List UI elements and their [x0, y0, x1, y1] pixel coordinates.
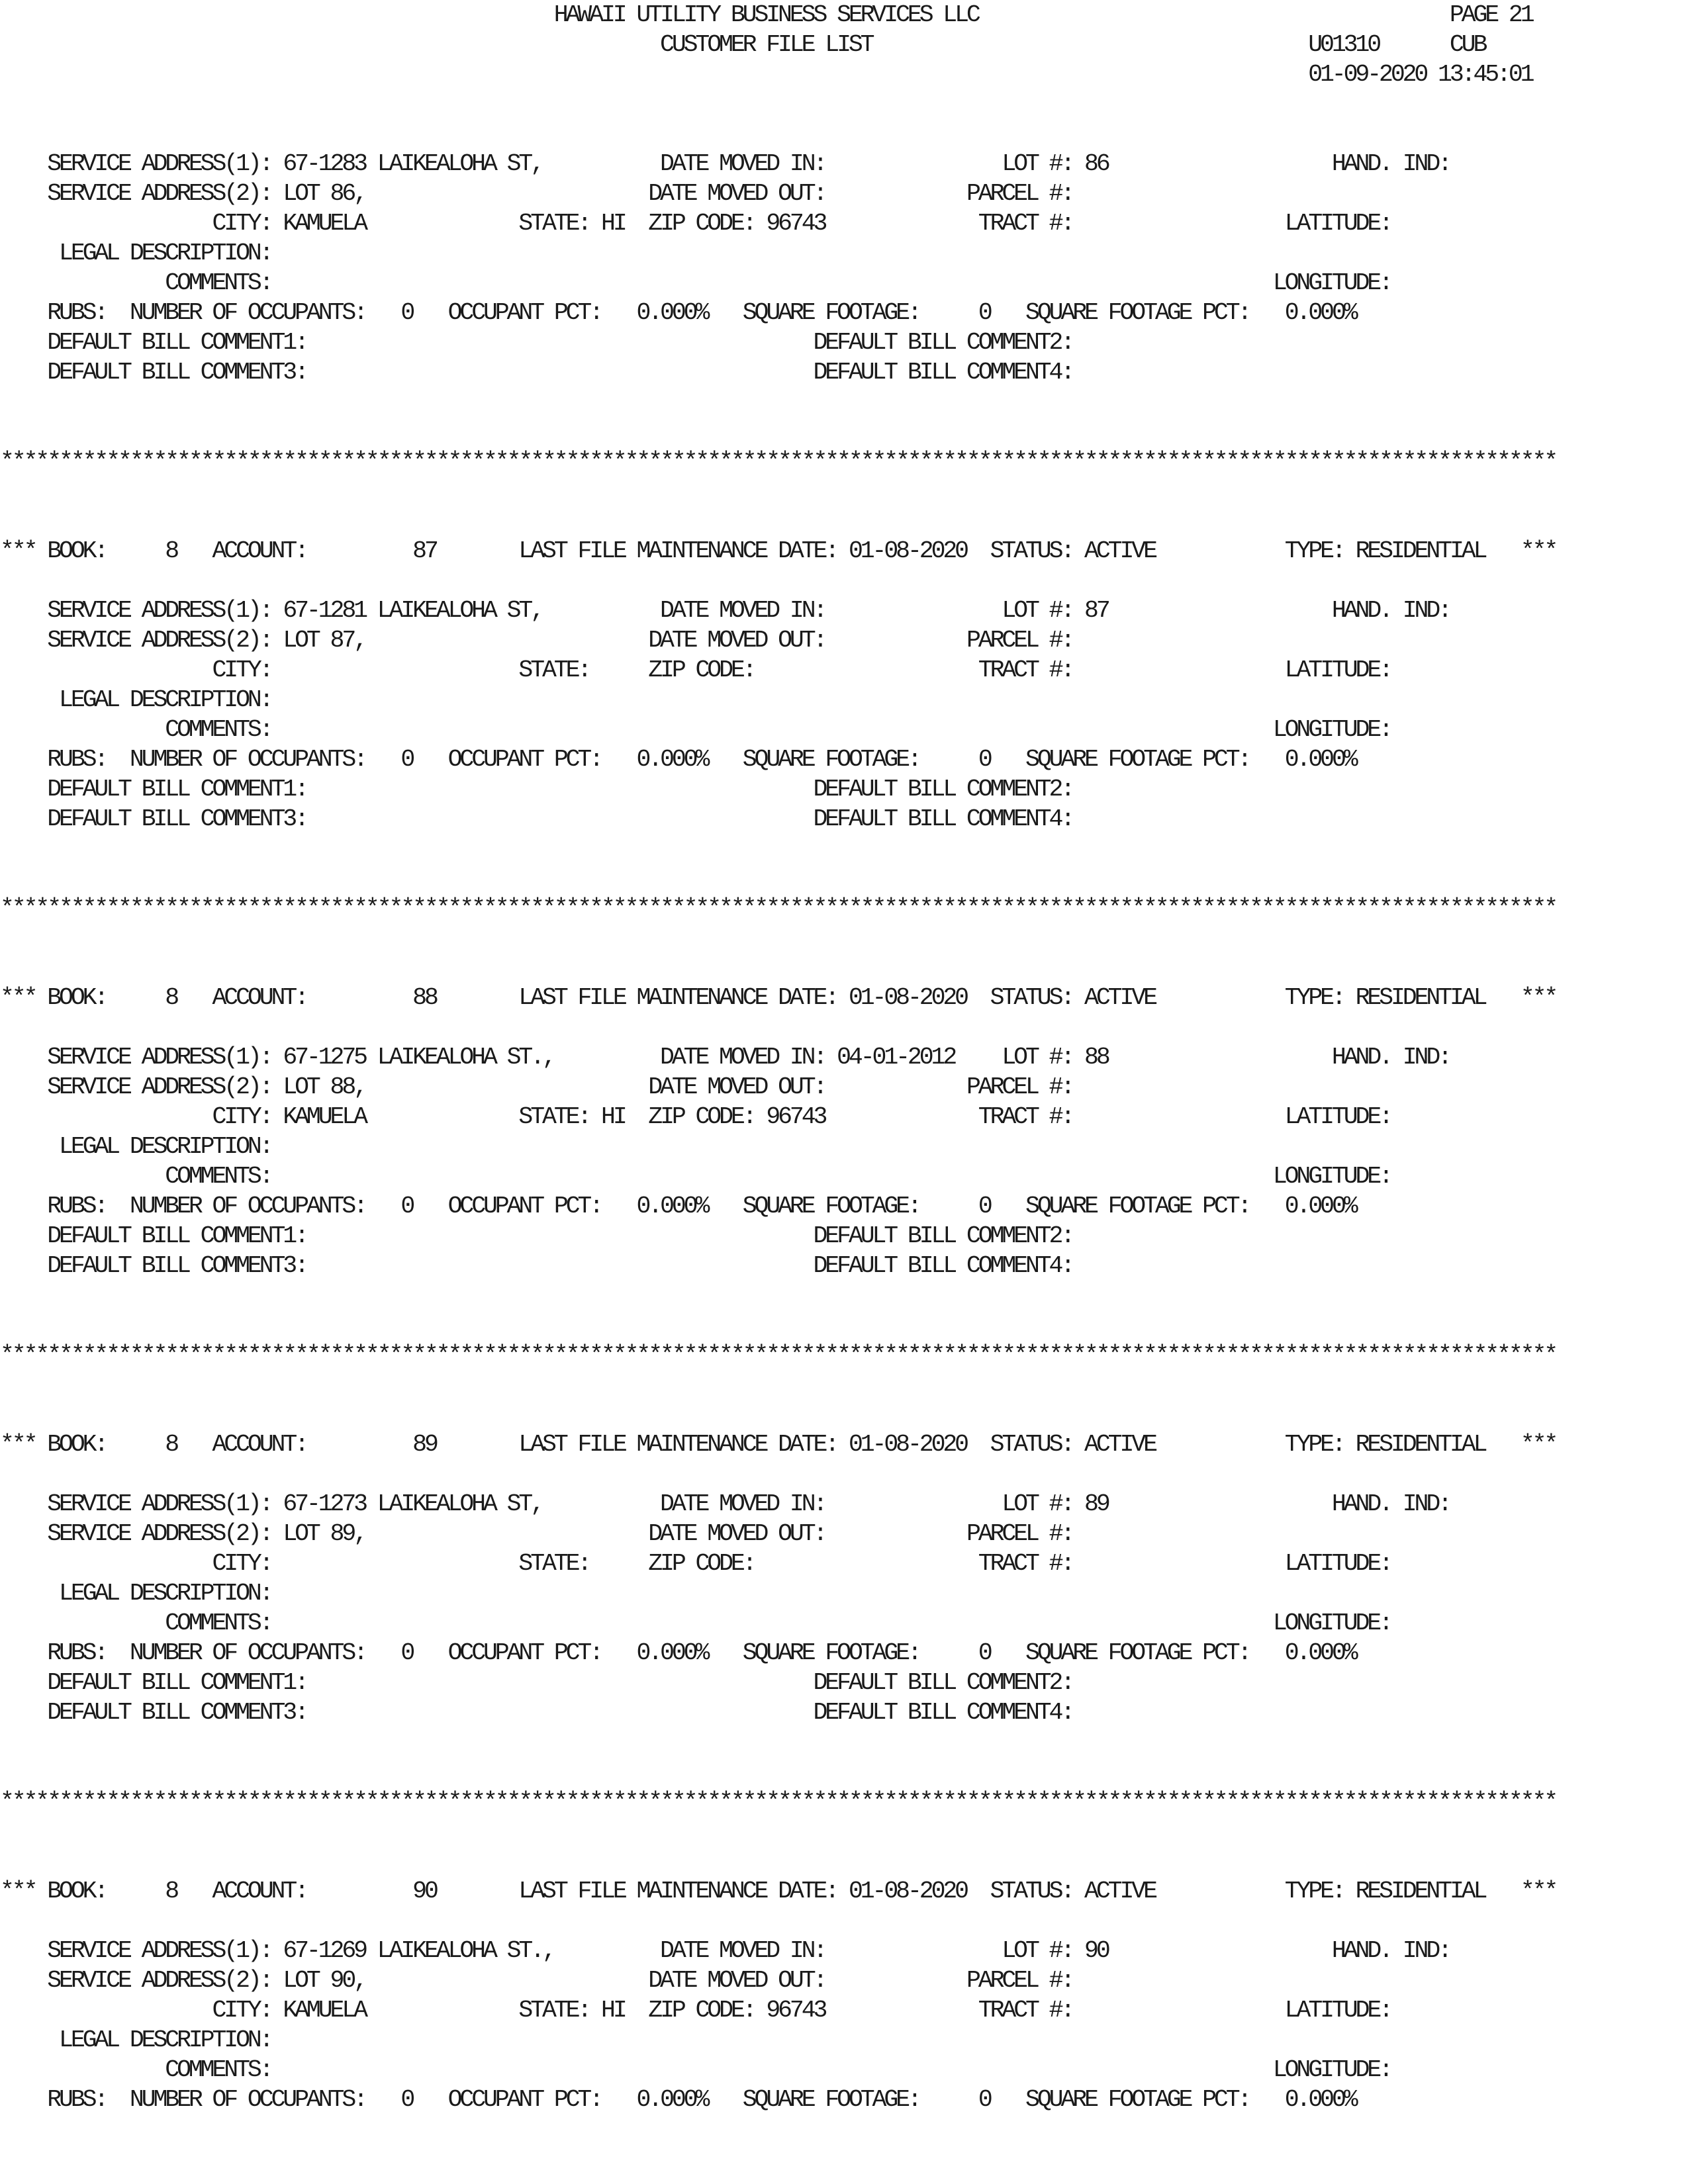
record-2-comments-line [0, 1161, 1688, 1191]
type-label: TYPE: [1284, 1431, 1344, 1458]
record-2-legal-description [0, 1132, 1688, 1161]
record-1-rubs-line [0, 745, 1688, 774]
default-bill-comment2-label: DEFAULT BILL COMMENT2: [813, 776, 1073, 803]
record-4-address-2 [0, 1966, 1688, 1995]
rubs-label: RUBS: [47, 1193, 107, 1220]
record-0-bill-comments-2 [0, 357, 1688, 387]
service-address-2-label: SERVICE ADDRESS(2): [47, 1967, 271, 1994]
square-footage-value: 0 [978, 746, 990, 773]
latitude-label: LATITUDE: [1284, 210, 1391, 237]
status-value: ACTIVE [1084, 1431, 1155, 1458]
separator-asterisks: ************************************************************************************************************************************ [0, 895, 1556, 922]
default-bill-comment2-label: DEFAULT BILL COMMENT2: [813, 329, 1073, 356]
status-value: ACTIVE [1084, 984, 1155, 1011]
longitude-label: LONGITUDE: [1272, 716, 1391, 743]
type-value: RESIDENTIAL [1355, 1878, 1485, 1905]
record-2-bill-comments-1 [0, 1221, 1688, 1251]
hand-ind-label: HAND. IND: [1331, 150, 1450, 177]
city-label: CITY: [212, 210, 271, 237]
square-footage-pct-value: 0.000% [1284, 299, 1356, 326]
record-0-legal-description [0, 238, 1688, 268]
occupant-pct-value: 0.000% [636, 299, 708, 326]
type-label: TYPE: [1284, 1878, 1344, 1905]
num-occupants-value: 0 [400, 1193, 413, 1220]
state-label: STATE: [518, 1550, 590, 1577]
num-occupants-value: 0 [400, 1639, 413, 1666]
record-0-address-2 [0, 179, 1688, 208]
type-label: TYPE: [1284, 984, 1344, 1011]
parcel-label: PARCEL #: [966, 1520, 1073, 1547]
parcel-label: PARCEL #: [966, 1967, 1073, 1994]
default-bill-comment3-label: DEFAULT BILL COMMENT3: [47, 805, 306, 833]
date-moved-in-label: DATE MOVED IN: [660, 150, 825, 177]
num-occupants-label: NUMBER OF OCCUPANTS: [129, 1639, 365, 1666]
city-value: KAMUELA [283, 210, 365, 237]
record-3-address-2 [0, 1519, 1688, 1549]
square-footage-label: SQUARE FOOTAGE: [742, 2086, 919, 2113]
record-3-rubs-line [0, 1638, 1688, 1668]
record-0-address-1 [0, 149, 1688, 179]
record-3-address-1 [0, 1489, 1688, 1519]
record-0-comments-line [0, 268, 1688, 298]
square-footage-pct-label: SQUARE FOOTAGE PCT: [1025, 299, 1250, 326]
record-3-bill-comments-1 [0, 1668, 1688, 1698]
date-moved-in-value: 04-01-2012 [837, 1044, 955, 1071]
last-maint-value: 01-08-2020 [848, 984, 966, 1011]
account-value: 87 [412, 537, 436, 565]
latitude-label: LATITUDE: [1284, 1103, 1391, 1130]
zip-label: ZIP CODE: [648, 1997, 755, 2024]
latitude-label: LATITUDE: [1284, 1997, 1391, 2024]
book-value: 8 [165, 1878, 177, 1905]
state-value: HI [601, 1997, 625, 2024]
record-2-bill-comments-2 [0, 1251, 1688, 1281]
header-end-marker: *** [1520, 1878, 1556, 1905]
lot-label: LOT #: [1002, 1490, 1073, 1518]
occupant-pct-label: OCCUPANT PCT: [447, 1639, 602, 1666]
record-2-header [0, 983, 1688, 1013]
default-bill-comment2-label: DEFAULT BILL COMMENT2: [813, 1222, 1073, 1250]
state-label: STATE: [518, 1997, 590, 2024]
book-label: *** BOOK: [0, 984, 107, 1011]
legal-description-label: LEGAL DESCRIPTION: [59, 2026, 271, 2054]
square-footage-label: SQUARE FOOTAGE: [742, 746, 919, 773]
occupant-pct-label: OCCUPANT PCT: [447, 746, 602, 773]
occupant-pct-value: 0.000% [636, 1193, 708, 1220]
service-address-2-value: LOT 89, [283, 1520, 365, 1547]
square-footage-pct-value: 0.000% [1284, 2086, 1356, 2113]
book-label: *** BOOK: [0, 1431, 107, 1458]
city-value: KAMUELA [283, 1997, 365, 2024]
service-address-1-label: SERVICE ADDRESS(1): [47, 1490, 271, 1518]
service-address-1-label: SERVICE ADDRESS(1): [47, 1937, 271, 1964]
last-maint-value: 01-08-2020 [848, 1878, 966, 1905]
rubs-label: RUBS: [47, 2086, 107, 2113]
longitude-label: LONGITUDE: [1272, 1610, 1391, 1637]
default-bill-comment4-label: DEFAULT BILL COMMENT4: [813, 805, 1073, 833]
record-1-address-1 [0, 596, 1688, 625]
header-end-marker: *** [1520, 984, 1556, 1011]
city-value: KAMUELA [283, 1103, 365, 1130]
date-moved-in-label: DATE MOVED IN: [660, 1490, 825, 1518]
system-code: CUB [1449, 31, 1485, 58]
record-1-city-line [0, 655, 1688, 685]
square-footage-label: SQUARE FOOTAGE: [742, 1193, 919, 1220]
state-label: STATE: [518, 1103, 590, 1130]
report-title: CUSTOMER FILE LIST [660, 31, 872, 58]
lot-label: LOT #: [1002, 1044, 1073, 1071]
city-label: CITY: [212, 1550, 271, 1577]
book-label: *** BOOK: [0, 1878, 107, 1905]
hand-ind-label: HAND. IND: [1331, 1490, 1450, 1518]
record-2-address-1 [0, 1042, 1688, 1072]
city-label: CITY: [212, 657, 271, 684]
service-address-1-value: 67-1275 LAIKEALOHA ST., [283, 1044, 554, 1071]
default-bill-comment3-label: DEFAULT BILL COMMENT3: [47, 1699, 306, 1726]
status-value: ACTIVE [1084, 1878, 1155, 1905]
record-4-comments-line [0, 2055, 1688, 2085]
default-bill-comment1-label: DEFAULT BILL COMMENT1: [47, 1669, 306, 1696]
service-address-2-value: LOT 87, [283, 627, 365, 654]
report-header-line-1 [0, 0, 1688, 30]
tract-label: TRACT #: [978, 657, 1073, 684]
comments-label: COMMENTS: [165, 2056, 271, 2083]
lot-label: LOT #: [1002, 1937, 1073, 1964]
last-maint-value: 01-08-2020 [848, 1431, 966, 1458]
square-footage-value: 0 [978, 1639, 990, 1666]
lot-value: 89 [1084, 1490, 1108, 1518]
legal-description-label: LEGAL DESCRIPTION: [59, 240, 271, 267]
status-label: STATUS: [990, 984, 1073, 1011]
record-1-legal-description [0, 685, 1688, 715]
comments-label: COMMENTS: [165, 269, 271, 296]
record-2-city-line [0, 1102, 1688, 1132]
status-label: STATUS: [990, 537, 1073, 565]
account-value: 89 [412, 1431, 436, 1458]
record-0-rubs-line [0, 298, 1688, 328]
square-footage-pct-value: 0.000% [1284, 1639, 1356, 1666]
square-footage-pct-label: SQUARE FOOTAGE PCT: [1025, 746, 1250, 773]
occupant-pct-value: 0.000% [636, 1639, 708, 1666]
num-occupants-label: NUMBER OF OCCUPANTS: [129, 746, 365, 773]
service-address-2-label: SERVICE ADDRESS(2): [47, 1520, 271, 1547]
rubs-label: RUBS: [47, 746, 107, 773]
state-value: HI [601, 1103, 625, 1130]
header-end-marker: *** [1520, 1431, 1556, 1458]
square-footage-pct-label: SQUARE FOOTAGE PCT: [1025, 2086, 1250, 2113]
longitude-label: LONGITUDE: [1272, 1163, 1391, 1190]
status-value: ACTIVE [1084, 537, 1155, 565]
service-address-2-value: LOT 88, [283, 1073, 365, 1101]
lot-label: LOT #: [1002, 150, 1073, 177]
type-value: RESIDENTIAL [1355, 1431, 1485, 1458]
hand-ind-label: HAND. IND: [1331, 1044, 1450, 1071]
record-3-comments-line [0, 1608, 1688, 1638]
lot-value: 88 [1084, 1044, 1108, 1071]
longitude-label: LONGITUDE: [1272, 2056, 1391, 2083]
default-bill-comment3-label: DEFAULT BILL COMMENT3: [47, 1252, 306, 1279]
state-label: STATE: [518, 210, 590, 237]
last-maint-label: LAST FILE MAINTENANCE DATE: [518, 1431, 837, 1458]
record-1-bill-comments-1 [0, 774, 1688, 804]
lot-value: 87 [1084, 597, 1108, 624]
parcel-label: PARCEL #: [966, 180, 1073, 207]
zip-label: ZIP CODE: [648, 1103, 755, 1130]
account-label: ACCOUNT: [212, 1878, 306, 1905]
program-id: U01310 [1308, 31, 1380, 58]
zip-value: 96743 [766, 1997, 825, 2024]
default-bill-comment4-label: DEFAULT BILL COMMENT4: [813, 1699, 1073, 1726]
default-bill-comment3-label: DEFAULT BILL COMMENT3: [47, 359, 306, 386]
tract-label: TRACT #: [978, 210, 1073, 237]
state-label: STATE: [518, 657, 590, 684]
service-address-2-label: SERVICE ADDRESS(2): [47, 627, 271, 654]
date-moved-out-label: DATE MOVED OUT: [648, 1073, 825, 1101]
page-number: PAGE 21 [1449, 1, 1532, 28]
square-footage-value: 0 [978, 1193, 990, 1220]
hand-ind-label: HAND. IND: [1331, 597, 1450, 624]
date-moved-in-label: DATE MOVED IN: [660, 597, 825, 624]
book-value: 8 [165, 537, 177, 565]
record-separator [0, 447, 1688, 477]
record-1-bill-comments-2 [0, 804, 1688, 834]
num-occupants-value: 0 [400, 2086, 413, 2113]
occupant-pct-label: OCCUPANT PCT: [447, 299, 602, 326]
account-label: ACCOUNT: [212, 984, 306, 1011]
service-address-1-label: SERVICE ADDRESS(1): [47, 1044, 271, 1071]
date-moved-in-label: DATE MOVED IN: [660, 1937, 825, 1964]
occupant-pct-value: 0.000% [636, 746, 708, 773]
account-value: 88 [412, 984, 436, 1011]
service-address-1-value: 67-1281 LAIKEALOHA ST, [283, 597, 542, 624]
rubs-label: RUBS: [47, 299, 107, 326]
record-3-header [0, 1430, 1688, 1459]
square-footage-label: SQUARE FOOTAGE: [742, 299, 919, 326]
service-address-1-value: 67-1273 LAIKEALOHA ST, [283, 1490, 542, 1518]
record-4-address-1 [0, 1936, 1688, 1966]
state-value: HI [601, 210, 625, 237]
book-value: 8 [165, 1431, 177, 1458]
record-separator [0, 1340, 1688, 1370]
record-1-header [0, 536, 1688, 566]
tract-label: TRACT #: [978, 1997, 1073, 2024]
default-bill-comment2-label: DEFAULT BILL COMMENT2: [813, 1669, 1073, 1696]
record-3-city-line [0, 1549, 1688, 1578]
account-label: ACCOUNT: [212, 537, 306, 565]
square-footage-pct-label: SQUARE FOOTAGE PCT: [1025, 1193, 1250, 1220]
service-address-1-value: 67-1269 LAIKEALOHA ST., [283, 1937, 554, 1964]
record-4-header [0, 1876, 1688, 1906]
rubs-label: RUBS: [47, 1639, 107, 1666]
zip-label: ZIP CODE: [648, 210, 755, 237]
comments-label: COMMENTS: [165, 1610, 271, 1637]
record-separator [0, 1787, 1688, 1817]
status-label: STATUS: [990, 1878, 1073, 1905]
zip-value: 96743 [766, 1103, 825, 1130]
num-occupants-value: 0 [400, 746, 413, 773]
service-address-2-value: LOT 86, [283, 180, 365, 207]
separator-asterisks: ************************************************************************************************************************************ [0, 448, 1556, 475]
comments-label: COMMENTS: [165, 716, 271, 743]
zip-label: ZIP CODE: [648, 657, 755, 684]
city-label: CITY: [212, 1103, 271, 1130]
zip-label: ZIP CODE: [648, 1550, 755, 1577]
zip-value: 96743 [766, 210, 825, 237]
record-0-city-line [0, 208, 1688, 238]
record-4-city-line [0, 1995, 1688, 2025]
lot-value: 90 [1084, 1937, 1108, 1964]
report-header-line-3 [0, 60, 1688, 89]
num-occupants-label: NUMBER OF OCCUPANTS: [129, 299, 365, 326]
type-value: RESIDENTIAL [1355, 537, 1485, 565]
date-moved-out-label: DATE MOVED OUT: [648, 1967, 825, 1994]
company-name: HAWAII UTILITY BUSINESS SERVICES LLC [553, 1, 978, 28]
record-separator [0, 893, 1688, 923]
square-footage-pct-label: SQUARE FOOTAGE PCT: [1025, 1639, 1250, 1666]
hand-ind-label: HAND. IND: [1331, 1937, 1450, 1964]
separator-asterisks: ************************************************************************************************************************************ [0, 1788, 1556, 1815]
book-label: *** BOOK: [0, 537, 107, 565]
lot-value: 86 [1084, 150, 1108, 177]
parcel-label: PARCEL #: [966, 1073, 1073, 1101]
legal-description-label: LEGAL DESCRIPTION: [59, 1133, 271, 1160]
num-occupants-label: NUMBER OF OCCUPANTS: [129, 2086, 365, 2113]
service-address-1-value: 67-1283 LAIKEALOHA ST, [283, 150, 542, 177]
service-address-2-value: LOT 90, [283, 1967, 365, 1994]
square-footage-value: 0 [978, 299, 990, 326]
longitude-label: LONGITUDE: [1272, 269, 1391, 296]
record-1-address-2 [0, 625, 1688, 655]
service-address-1-label: SERVICE ADDRESS(1): [47, 597, 271, 624]
date-moved-out-label: DATE MOVED OUT: [648, 1520, 825, 1547]
last-maint-value: 01-08-2020 [848, 537, 966, 565]
square-footage-pct-value: 0.000% [1284, 1193, 1356, 1220]
city-label: CITY: [212, 1997, 271, 2024]
account-value: 90 [412, 1878, 436, 1905]
header-end-marker: *** [1520, 537, 1556, 565]
comments-label: COMMENTS: [165, 1163, 271, 1190]
tract-label: TRACT #: [978, 1550, 1073, 1577]
record-4-rubs-line [0, 2085, 1688, 2115]
date-moved-out-label: DATE MOVED OUT: [648, 180, 825, 207]
tract-label: TRACT #: [978, 1103, 1073, 1130]
separator-asterisks: ************************************************************************************************************************************ [0, 1342, 1556, 1369]
legal-description-label: LEGAL DESCRIPTION: [59, 1580, 271, 1607]
default-bill-comment1-label: DEFAULT BILL COMMENT1: [47, 776, 306, 803]
type-value: RESIDENTIAL [1355, 984, 1485, 1011]
account-label: ACCOUNT: [212, 1431, 306, 1458]
square-footage-value: 0 [978, 2086, 990, 2113]
legal-description-label: LEGAL DESCRIPTION: [59, 686, 271, 713]
last-maint-label: LAST FILE MAINTENANCE DATE: [518, 1878, 837, 1905]
num-occupants-label: NUMBER OF OCCUPANTS: [129, 1193, 365, 1220]
service-address-2-label: SERVICE ADDRESS(2): [47, 180, 271, 207]
record-2-rubs-line [0, 1191, 1688, 1221]
square-footage-label: SQUARE FOOTAGE: [742, 1639, 919, 1666]
record-0-bill-comments-1 [0, 328, 1688, 357]
default-bill-comment4-label: DEFAULT BILL COMMENT4: [813, 1252, 1073, 1279]
default-bill-comment1-label: DEFAULT BILL COMMENT1: [47, 329, 306, 356]
occupant-pct-value: 0.000% [636, 2086, 708, 2113]
run-datetime: 01-09-2020 13:45:01 [1308, 61, 1532, 88]
default-bill-comment1-label: DEFAULT BILL COMMENT1: [47, 1222, 306, 1250]
lot-label: LOT #: [1002, 597, 1073, 624]
status-label: STATUS: [990, 1431, 1073, 1458]
service-address-2-label: SERVICE ADDRESS(2): [47, 1073, 271, 1101]
report-header-line-2 [0, 30, 1688, 60]
record-4-legal-description [0, 2025, 1688, 2055]
parcel-label: PARCEL #: [966, 627, 1073, 654]
service-address-1-label: SERVICE ADDRESS(1): [47, 150, 271, 177]
latitude-label: LATITUDE: [1284, 657, 1391, 684]
occupant-pct-label: OCCUPANT PCT: [447, 1193, 602, 1220]
default-bill-comment4-label: DEFAULT BILL COMMENT4: [813, 359, 1073, 386]
book-value: 8 [165, 984, 177, 1011]
record-1-comments-line [0, 715, 1688, 745]
last-maint-label: LAST FILE MAINTENANCE DATE: [518, 537, 837, 565]
last-maint-label: LAST FILE MAINTENANCE DATE: [518, 984, 837, 1011]
date-moved-out-label: DATE MOVED OUT: [648, 627, 825, 654]
num-occupants-value: 0 [400, 299, 413, 326]
record-3-legal-description [0, 1578, 1688, 1608]
record-3-bill-comments-2 [0, 1698, 1688, 1727]
occupant-pct-label: OCCUPANT PCT: [447, 2086, 602, 2113]
latitude-label: LATITUDE: [1284, 1550, 1391, 1577]
record-2-address-2 [0, 1072, 1688, 1102]
date-moved-in-label: DATE MOVED IN: [660, 1044, 825, 1071]
type-label: TYPE: [1284, 537, 1344, 565]
square-footage-pct-value: 0.000% [1284, 746, 1356, 773]
